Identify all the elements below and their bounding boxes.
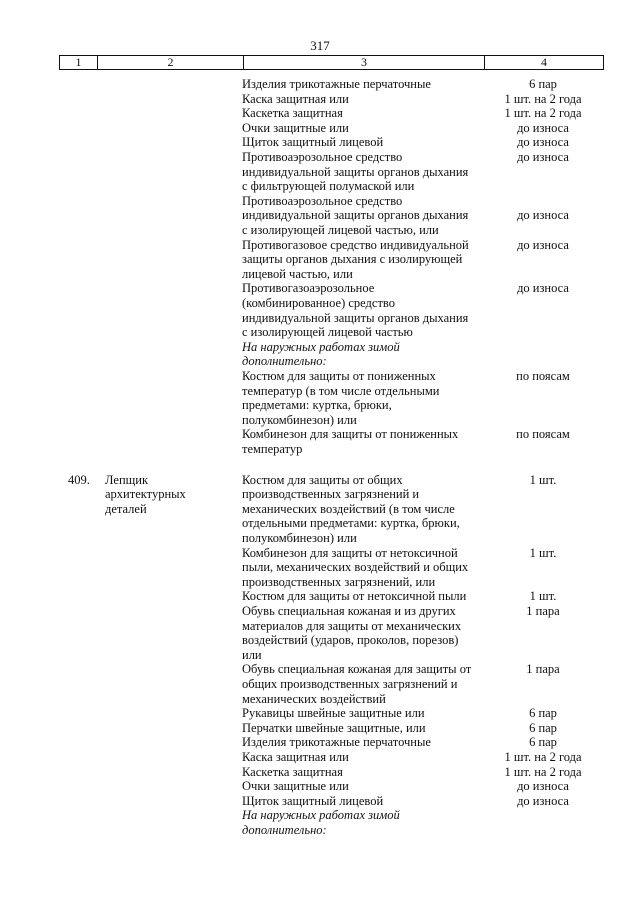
col-norm: 6 пар <box>529 720 557 735</box>
col-item: Каскетка защитная <box>242 106 343 121</box>
col-norm: 1 шт. на 2 года <box>504 106 582 121</box>
table-row <box>0 633 640 648</box>
col-item: предметами: куртка, брюки, <box>242 398 392 413</box>
col-number: 409. <box>68 472 90 487</box>
table-row <box>0 223 640 238</box>
col-item: индивидуальной защиты органов дыхания <box>242 310 469 325</box>
col-norm: до износа <box>517 208 569 223</box>
col-norm: 1 шт. <box>529 545 557 560</box>
col-item: Изделия трикотажные перчаточные <box>242 77 431 91</box>
table-row <box>0 531 640 546</box>
col-item: полукомбинезон) или <box>242 412 357 427</box>
table-row <box>0 92 640 107</box>
col-norm: до износа <box>517 150 569 164</box>
table-row <box>0 267 640 282</box>
table-row <box>0 648 640 663</box>
table-row <box>0 575 640 590</box>
col-item: дополнительно: <box>242 823 327 838</box>
table-row <box>0 619 640 634</box>
header-col-3: 3 <box>361 55 367 69</box>
col-norm: 1 пара <box>526 604 560 619</box>
col-item: Комбинезон для защиты от нетоксичной <box>242 545 458 560</box>
col-norm: 6 пар <box>529 706 557 721</box>
col-item: Перчатки швейные защитные, или <box>242 720 426 735</box>
col-item: производственных загрязнений, или <box>242 574 436 589</box>
table-row <box>0 325 640 340</box>
col-item: с изолирующей лицевой частью <box>242 325 413 340</box>
table-row <box>0 369 640 384</box>
col-item: отдельными предметами: куртка, брюки, <box>242 516 460 531</box>
col-item: (комбинированное) средство <box>242 296 395 310</box>
col-item: Очки защитные или <box>242 779 349 794</box>
table-row <box>0 735 640 750</box>
col-item: Комбинезон для защиты от пониженных <box>242 427 459 442</box>
col-item: Костюм для защиты от общих <box>242 472 403 487</box>
table-row <box>0 823 640 838</box>
table-row <box>0 252 640 267</box>
col-item: индивидуальной защиты органов дыхания <box>242 208 469 223</box>
col-norm: 6 пар <box>529 735 557 750</box>
col-item: Каска защитная или <box>242 750 349 765</box>
col-norm: до износа <box>517 120 569 135</box>
table-row <box>0 677 640 692</box>
col-profession: архитектурных <box>105 487 186 502</box>
col-item: Каска защитная или <box>242 91 349 106</box>
col-item: Щиток защитный лицевой <box>242 135 384 150</box>
table-row <box>0 442 640 457</box>
table-row <box>0 398 640 413</box>
header-col-4: 4 <box>541 55 547 69</box>
table-row <box>0 281 640 296</box>
table-row <box>0 340 640 355</box>
col-item: защиты органов дыхания с изолирующей <box>242 252 463 267</box>
col-item: На наружных работах зимой <box>242 808 400 823</box>
table-row <box>0 194 640 209</box>
col-norm: 1 пара <box>526 662 560 677</box>
table-row <box>0 604 640 619</box>
col-item: Противоаэрозольное средство <box>242 150 403 164</box>
table-row <box>0 296 640 311</box>
col-item: пыли, механических воздействий и общих <box>242 560 469 575</box>
table-row <box>0 560 640 575</box>
table-row <box>0 384 640 399</box>
col-item: Обувь специальная кожаная и из других <box>242 604 456 619</box>
col-item: или <box>242 647 262 662</box>
page-number: 317 <box>310 38 330 53</box>
table-row <box>0 106 640 121</box>
table-row <box>0 516 640 531</box>
col-item: полукомбинезон) или <box>242 531 357 546</box>
col-norm: до износа <box>517 281 569 296</box>
col-norm: по поясам <box>516 427 570 442</box>
table-row <box>0 413 640 428</box>
col-norm: 1 шт. на 2 года <box>504 91 582 106</box>
table-row <box>0 794 640 809</box>
table-row <box>0 135 640 150</box>
col-item: лицевой частью, или <box>242 266 353 281</box>
col-item: Изделия трикотажные перчаточные <box>242 735 431 750</box>
table-row <box>0 208 640 223</box>
col-item: механических воздействий (в том числе <box>242 501 455 516</box>
col-item: воздействий (ударов, проколов, порезов) <box>242 633 459 648</box>
col-norm: 1 шт. на 2 года <box>504 750 582 765</box>
table-row <box>0 808 640 823</box>
col-item: механических воздействий <box>242 691 386 706</box>
table-row <box>0 77 640 92</box>
col-item: материалов для защиты от механических <box>242 618 462 633</box>
col-norm: по поясам <box>516 369 570 383</box>
table-row <box>0 487 640 502</box>
table-row <box>0 721 640 736</box>
table-row <box>0 179 640 194</box>
col-norm: до износа <box>517 135 569 150</box>
table-row <box>0 311 640 326</box>
col-item: Обувь специальная кожаная для защиты от <box>242 662 472 677</box>
table-row <box>0 546 640 561</box>
col-norm: до износа <box>517 237 569 252</box>
col-item: дополнительно: <box>242 354 327 369</box>
col-item: Костюм для защиты от пониженных <box>242 369 436 383</box>
table-row <box>0 750 640 765</box>
col-norm: 6 пар <box>529 77 557 91</box>
table-row <box>0 427 640 442</box>
col-item: Противоаэрозольное средство <box>242 193 403 208</box>
table-row <box>0 150 640 165</box>
col-profession: деталей <box>105 501 147 516</box>
header-col-1: 1 <box>75 55 82 69</box>
table-row <box>0 238 640 253</box>
col-item: температур <box>242 442 303 456</box>
header-col-2: 2 <box>167 55 174 69</box>
table-row <box>0 662 640 677</box>
table-row <box>0 354 640 369</box>
col-norm: до износа <box>517 779 569 794</box>
table-header <box>59 55 604 70</box>
col-item: Очки защитные или <box>242 120 349 135</box>
col-item: Каскетка защитная <box>242 764 343 779</box>
table-row <box>0 165 640 180</box>
col-item: Рукавицы швейные защитные или <box>242 706 425 721</box>
table-row <box>0 692 640 707</box>
col-item: индивидуальной защиты органов дыхания <box>242 164 469 179</box>
table-row <box>0 473 640 488</box>
col-item: Щиток защитный лицевой <box>242 793 384 808</box>
table-row <box>0 779 640 794</box>
col-norm: 1 шт. на 2 года <box>504 764 582 779</box>
table-row <box>0 589 640 604</box>
table-row <box>0 121 640 136</box>
col-item: Костюм для защиты от нетоксичной пыли <box>242 589 467 604</box>
table-row <box>0 502 640 517</box>
col-item: производственных загрязнений и <box>242 487 420 502</box>
col-item: На наружных работах зимой <box>242 339 400 354</box>
col-item: температур (в том числе отдельными <box>242 383 440 398</box>
col-item: с изолирующей лицевой частью, или <box>242 223 439 237</box>
col-item: Противогазовое средство индивидуальной <box>242 237 469 252</box>
col-item: Противогазоаэрозольное <box>242 281 375 296</box>
col-norm: до износа <box>517 793 569 808</box>
col-item: с фильтрующей полумаской или <box>242 179 415 194</box>
col-item: общих производственных загрязнений и <box>242 677 458 692</box>
table-row <box>0 765 640 780</box>
col-profession: Лепщик <box>105 472 149 487</box>
col-norm: 1 шт. <box>529 589 557 604</box>
table-row <box>0 706 640 721</box>
col-norm: 1 шт. <box>529 472 557 487</box>
